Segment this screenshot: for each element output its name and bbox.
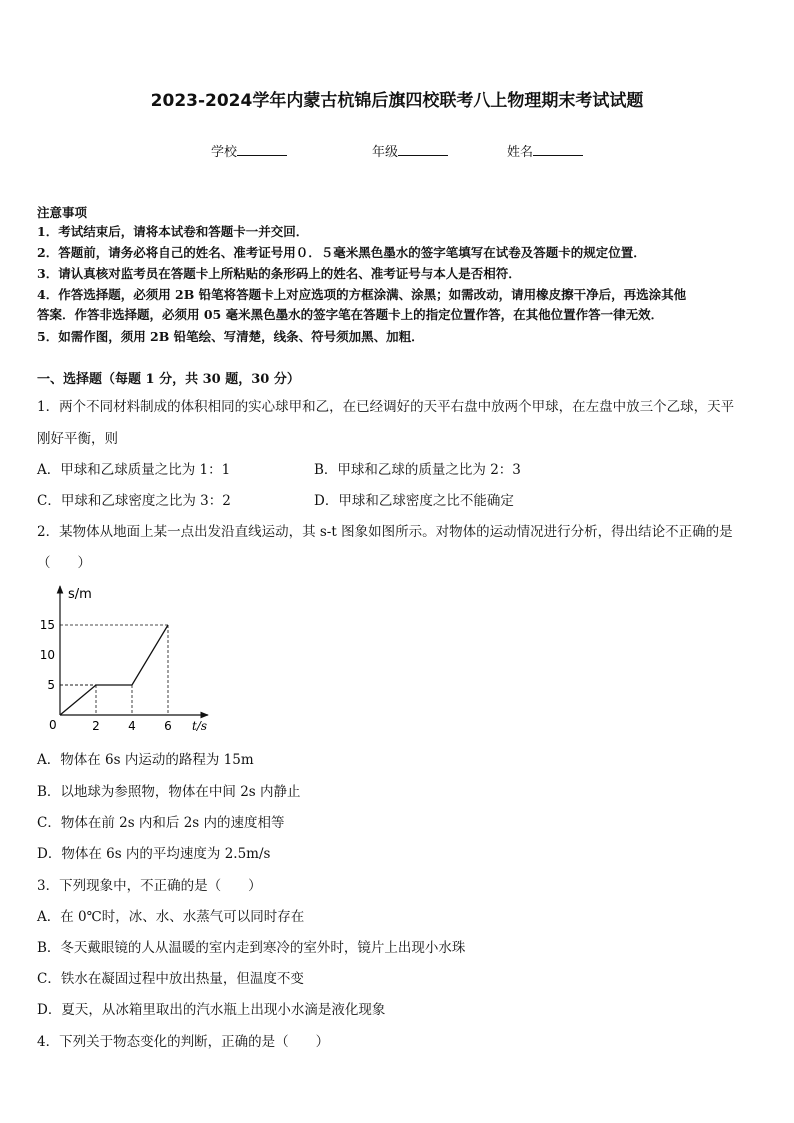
notice-item: 5．如需作图，须用 2B 铅笔绘、写清楚，线条、符号须加黑、加粗． [37, 329, 424, 344]
q1-option-a: A．甲球和乙球质量之比为 1：1 [37, 462, 231, 478]
grade-field [372, 141, 448, 160]
y-tick-label: 5 [47, 678, 55, 692]
st-graph [38, 584, 218, 738]
y-tick-label: 15 [39, 618, 55, 632]
q3-option-c: C．铁水在凝固过程中放出热量，但温度不变 [37, 971, 304, 987]
q1-option-c: C．甲球和乙球密度之比为 3：2 [37, 493, 231, 509]
x-tick-label: 2 [92, 719, 100, 733]
school-blank [237, 143, 287, 156]
q2-option-b: B．以地球为参照物，物体在中间 2s 内静止 [37, 784, 301, 800]
q4-stem: 4．下列关于物态变化的判断，正确的是（ ） [37, 1034, 330, 1050]
x-tick-label: 6 [164, 719, 172, 733]
notice-item: 3．请认真核对监考员在答题卡上所粘贴的条形码上的姓名、准考证号与本人是否相符． [37, 266, 521, 281]
grade-blank [398, 143, 448, 156]
q2-option-c: C．物体在前 2s 内和后 2s 内的速度相等 [37, 815, 285, 831]
x-tick-label: 4 [128, 719, 136, 733]
q3-option-a: A．在 0℃时，冰、水、水蒸气可以同时存在 [37, 909, 305, 925]
q3-option-d: D．夏天，从冰箱里取出的汽水瓶上出现小水滴是液化现象 [37, 1002, 386, 1018]
q1-stem-cont: 刚好平衡，则 [37, 431, 118, 447]
grade-label: 年级 [372, 145, 399, 160]
page-title: 2023-2024学年内蒙古杭锦后旗四校联考八上物理期末考试试题 [150, 91, 644, 111]
q3-stem: 3．下列现象中，不正确的是（ ） [37, 878, 262, 894]
origin-label: 0 [49, 718, 57, 732]
y-axis-label: s/m [68, 587, 92, 602]
name-blank [533, 143, 583, 156]
series-line [60, 625, 168, 715]
notice-heading: 注意事项 [37, 205, 88, 220]
x-axis-label: t/s [192, 719, 208, 733]
notice-item: 答案．作答非选择题，必须用 05 毫米黑色墨水的签字笔在答题卡上的指定位置作答，在其他位置作答一律无效． [37, 307, 664, 322]
school-field [211, 141, 287, 160]
name-label: 姓名 [507, 145, 534, 160]
school-label: 学校 [211, 145, 238, 160]
q3-option-b: B．冬天戴眼镜的人从温暖的室内走到寒冷的室外时，镜片上出现小水珠 [37, 940, 466, 956]
y-tick-label: 10 [39, 648, 55, 662]
notice-item: 2．答题前，请务必将自己的姓名、准考证号用０．５毫米黑色墨水的签字笔填写在试卷及答题卡的规定位置． [37, 245, 646, 260]
q1-option-b: B．甲球和乙球的质量之比为 2：3 [314, 462, 521, 478]
notice-item: 4．作答选择题，必须用 2B 铅笔将答题卡上对应选项的方框涂满、涂黑；如需改动，请用橡皮擦干净后，再选涂其他 [37, 287, 687, 302]
notice-item: 1．考试结束后，请将本试卷和答题卡一并交回． [37, 224, 309, 239]
q2-option-a: A．物体在 6s 内运动的路程为 15m [37, 752, 254, 768]
section-heading: 一、选择题（每题 1 分，共 30 题，30 分） [37, 372, 300, 387]
q2-option-d: D．物体在 6s 内的平均速度为 2.5m/s [37, 846, 271, 862]
q2-stem-cont: （ ） [37, 555, 91, 571]
name-field [507, 141, 583, 160]
q1-stem: 1．两个不同材料制成的体积相同的实心球甲和乙，在已经调好的天平右盘中放两个甲球，在左盘中放三个乙球，天平 [37, 399, 735, 415]
q2-stem: 2．某物体从地面上某一点出发沿直线运动，其 s-t 图象如图所示。对物体的运动情况进行分析，得出结论不正确的是 [37, 524, 733, 540]
q1-option-d: D．甲球和乙球密度之比不能确定 [314, 493, 514, 509]
